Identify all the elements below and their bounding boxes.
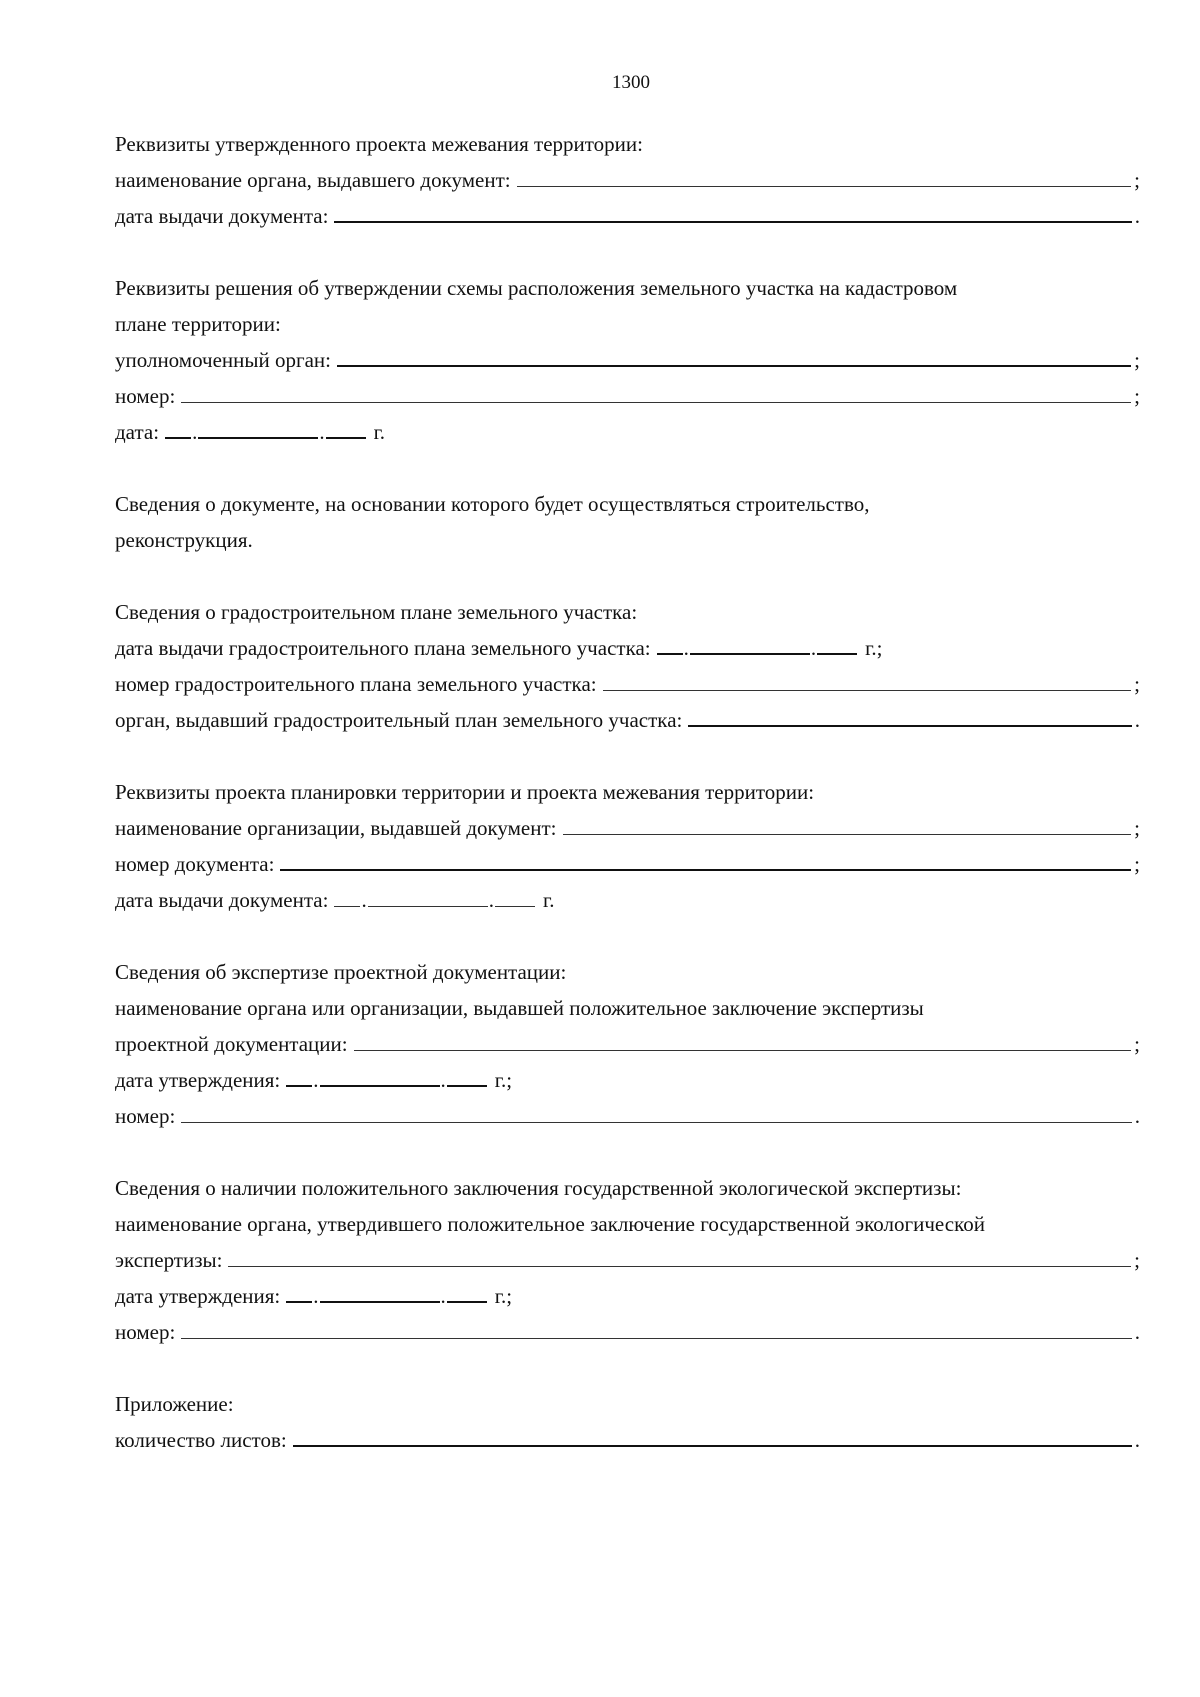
date-dot: . <box>488 888 494 912</box>
gpzu-number-label: номер градостроительного плана земельного участка: <box>115 672 597 696</box>
expertise-org-end: ; <box>1134 1032 1140 1056</box>
date-dot: . <box>313 1284 319 1308</box>
eco-org-end: ; <box>1134 1248 1140 1272</box>
eco-date-year[interactable] <box>447 1279 487 1303</box>
planning-date-month[interactable] <box>368 884 488 907</box>
expertise-date-year[interactable] <box>447 1063 487 1087</box>
planning-heading-text: Реквизиты проекта планировки территории и проекта межевания территории: <box>115 780 815 804</box>
expertise-org-label: проектной документации: <box>115 1032 348 1056</box>
planning-number-field[interactable] <box>280 847 1131 871</box>
expertise-org-line1 <box>115 990 1140 1026</box>
appendix-sheets-field[interactable] <box>293 1423 1132 1447</box>
scheme-date-label: дата: <box>115 420 160 444</box>
scheme-date-day[interactable] <box>165 415 191 439</box>
gpzu-date-field <box>657 630 883 666</box>
eco-date-row <box>115 1278 1140 1314</box>
gpzu-date-year[interactable] <box>817 631 857 655</box>
eco-org-label: экспертизы: <box>115 1248 223 1272</box>
gpzu-date-day[interactable] <box>657 631 683 655</box>
eco-org-text-1: наименование органа, утвердившего положительное заключение государственной экологической <box>115 1212 985 1236</box>
appendix-sheets-row <box>115 1422 1140 1458</box>
expertise-number-label: номер: <box>115 1104 176 1128</box>
gpzu-org-field[interactable] <box>688 703 1131 727</box>
date-dot: . <box>192 420 198 444</box>
planning-org-end: ; <box>1134 816 1140 840</box>
construction-line2 <box>115 522 1140 558</box>
expertise-date-label: дата утверждения: <box>115 1068 281 1092</box>
expertise-number-field[interactable] <box>181 1100 1131 1123</box>
date-suffix: г.; <box>494 1284 513 1308</box>
expertise-date-field <box>286 1062 512 1098</box>
planning-heading <box>115 774 1140 810</box>
expertise-org-text-1: наименование органа или организации, выдавшей положительное заключение экспертизы <box>115 996 924 1020</box>
date-dot: . <box>810 636 817 660</box>
gpzu-number-row <box>115 666 1140 702</box>
scheme-heading-line2 <box>115 306 1140 342</box>
appendix-sheets-end: . <box>1134 1428 1140 1452</box>
survey-org-row <box>115 162 1140 198</box>
survey-org-field[interactable] <box>517 164 1132 187</box>
gpzu-date-row <box>115 630 1140 666</box>
gpzu-date-label: дата выдачи градостроительного плана земельного участка: <box>115 636 651 660</box>
scheme-heading-line1 <box>115 270 1140 306</box>
planning-number-label: номер документа: <box>115 852 275 876</box>
survey-heading <box>115 126 1140 162</box>
eco-date-label: дата утверждения: <box>115 1284 281 1308</box>
scheme-authority-field[interactable] <box>337 343 1131 367</box>
eco-number-row <box>115 1314 1140 1350</box>
scheme-heading-text-2: плане территории: <box>115 312 281 336</box>
scheme-date-field <box>165 414 385 450</box>
eco-date-day[interactable] <box>286 1279 312 1303</box>
planning-date-label: дата выдачи документа: <box>115 888 329 912</box>
gpzu-heading <box>115 594 1140 630</box>
gpzu-heading-text: Сведения о градостроительном плане земельного участка: <box>115 600 638 624</box>
survey-date-label: дата выдачи документа: <box>115 204 329 228</box>
planning-org-row <box>115 810 1140 846</box>
expertise-number-row <box>115 1098 1140 1134</box>
eco-number-field[interactable] <box>181 1316 1131 1339</box>
construction-text-1: Сведения о документе, на основании которого будет осуществляться строительство, <box>115 492 870 516</box>
appendix-heading-text: Приложение: <box>115 1392 234 1416</box>
gpzu-org-end: . <box>1134 708 1140 732</box>
scheme-number-row <box>115 378 1140 414</box>
planning-number-row <box>115 846 1140 882</box>
scheme-number-field[interactable] <box>181 380 1131 403</box>
date-suffix: г. <box>373 420 386 444</box>
expertise-number-end: . <box>1134 1104 1140 1128</box>
scheme-number-label: номер: <box>115 384 176 408</box>
expertise-org-field[interactable] <box>354 1028 1132 1051</box>
survey-date-field[interactable] <box>334 199 1131 223</box>
expertise-date-month[interactable] <box>320 1063 440 1087</box>
eco-date-field <box>286 1278 512 1314</box>
date-dot: . <box>313 1068 319 1092</box>
gpzu-number-end: ; <box>1134 672 1140 696</box>
gpzu-org-label: орган, выдавший градостроительный план земельного участка: <box>115 708 683 732</box>
eco-org-line1 <box>115 1206 1140 1242</box>
planning-date-field <box>334 882 554 918</box>
gpzu-number-field[interactable] <box>603 668 1132 691</box>
scheme-authority-row <box>115 342 1140 378</box>
scheme-date-month[interactable] <box>198 415 318 439</box>
scheme-authority-end: ; <box>1134 348 1140 372</box>
survey-heading-text: Реквизиты утвержденного проекта межевания территории: <box>115 132 643 156</box>
appendix-sheets-label: количество листов: <box>115 1428 287 1452</box>
expertise-heading <box>115 954 1140 990</box>
planning-org-field[interactable] <box>563 812 1132 835</box>
survey-date-end: . <box>1134 204 1140 228</box>
date-dot: . <box>319 420 325 444</box>
page-number: 1300 <box>612 72 650 93</box>
scheme-date-row <box>115 414 1140 450</box>
date-suffix: г.; <box>494 1068 513 1092</box>
date-dot: . <box>683 636 689 660</box>
expertise-heading-text: Сведения об экспертизе проектной документации: <box>115 960 567 984</box>
eco-number-end: . <box>1134 1320 1140 1344</box>
eco-heading <box>115 1170 1140 1206</box>
planning-number-end: ; <box>1134 852 1140 876</box>
date-dot: . <box>440 1068 446 1092</box>
construction-text-2: реконструкция. <box>115 528 253 552</box>
planning-org-label: наименование организации, выдавшей документ: <box>115 816 557 840</box>
planning-date-day[interactable] <box>334 884 360 907</box>
survey-org-end: ; <box>1134 168 1140 192</box>
eco-heading-text: Сведения о наличии положительного заключения государственной экологической экспертизы: <box>115 1176 962 1200</box>
planning-date-year[interactable] <box>495 884 535 907</box>
appendix-heading <box>115 1386 1140 1422</box>
eco-org-field[interactable] <box>228 1244 1131 1267</box>
date-suffix: г.; <box>865 636 883 660</box>
gpzu-date-month[interactable] <box>690 631 810 655</box>
eco-number-label: номер: <box>115 1320 176 1344</box>
form-body <box>115 126 1140 1458</box>
expertise-date-day[interactable] <box>286 1063 312 1087</box>
eco-date-month[interactable] <box>320 1279 440 1303</box>
scheme-authority-label: уполномоченный орган: <box>115 348 331 372</box>
scheme-heading-text-1: Реквизиты решения об утверждении схемы расположения земельного участка на кадастровом <box>115 276 958 300</box>
survey-org-label: наименование органа, выдавшего документ: <box>115 168 511 192</box>
construction-line1 <box>115 486 1140 522</box>
scheme-date-year[interactable] <box>326 415 366 439</box>
planning-date-row <box>115 882 1140 918</box>
gpzu-org-row <box>115 702 1140 738</box>
date-dot: . <box>361 888 367 912</box>
eco-org-row <box>115 1242 1140 1278</box>
date-suffix: г. <box>542 888 555 912</box>
scheme-number-end: ; <box>1134 384 1140 408</box>
date-dot: . <box>440 1284 446 1308</box>
survey-date-row <box>115 198 1140 234</box>
expertise-org-row <box>115 1026 1140 1062</box>
expertise-date-row <box>115 1062 1140 1098</box>
